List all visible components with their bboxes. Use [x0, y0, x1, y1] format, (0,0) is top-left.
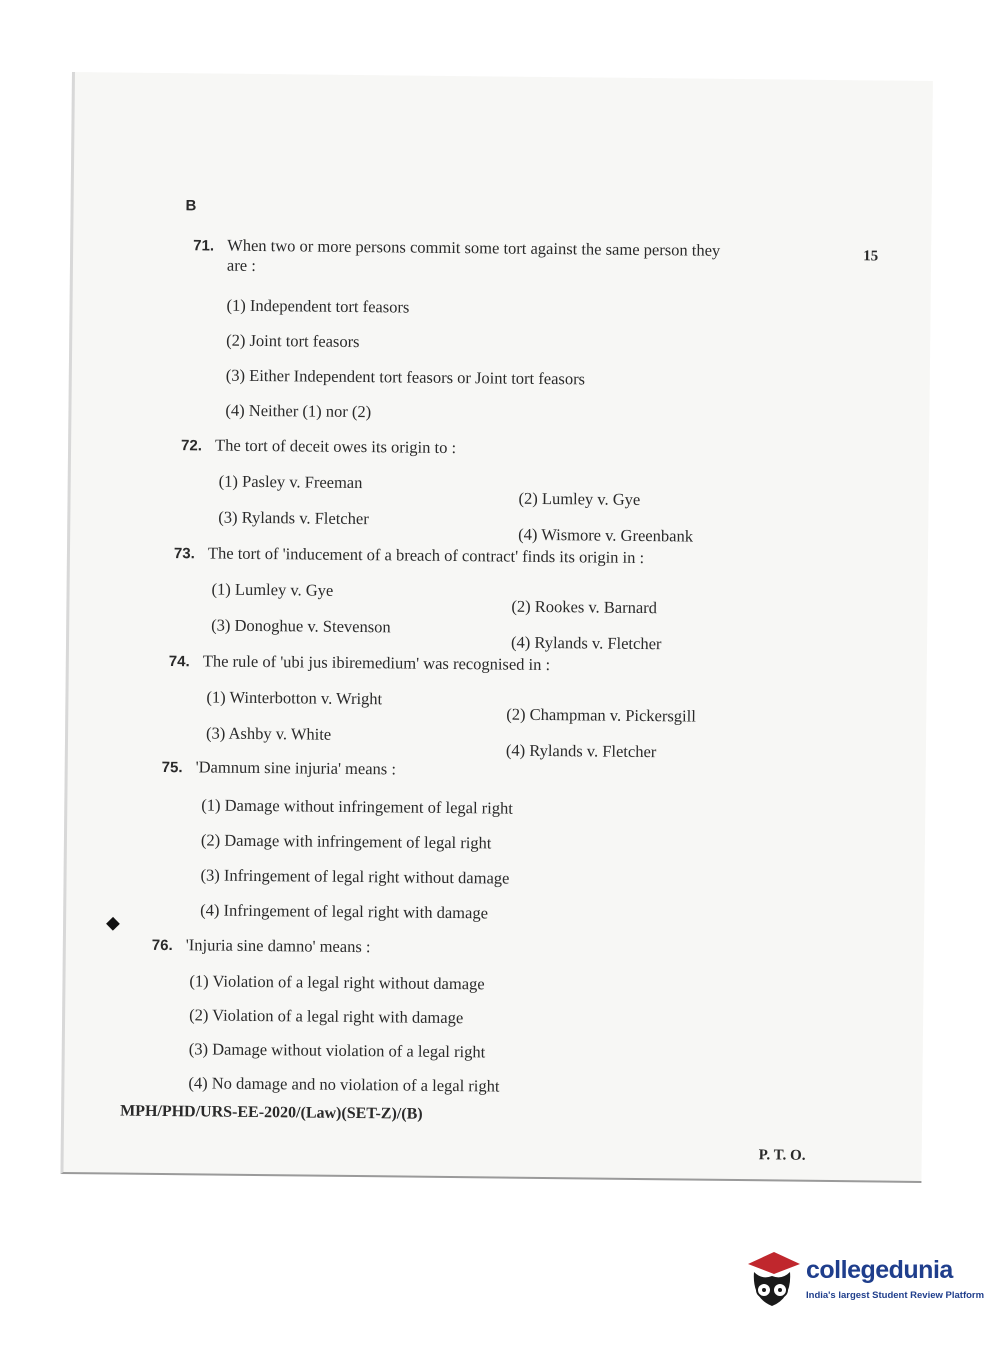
collegedunia-watermark — [744, 1250, 985, 1312]
option: (4) Infringement of legal right with damage — [200, 900, 489, 923]
set-letter: B — [185, 197, 197, 215]
option: (1) Winterbotton v. Wright — [206, 687, 383, 709]
brand-tagline: India's largest Student Review Platform — [806, 1290, 985, 1301]
option: (3) Donoghue v. Stevenson — [211, 615, 391, 637]
option: (4) No damage and no violation of a legal right — [188, 1073, 500, 1096]
question-number: 75. — [161, 758, 183, 777]
graduate-face-icon — [744, 1250, 802, 1312]
option: (3) Infringement of legal right without damage — [200, 865, 510, 888]
option: (4) Wismore v. Greenbank — [518, 524, 694, 546]
question-number: 74. — [168, 653, 190, 671]
option: (4) Rylands v. Fletcher — [510, 632, 662, 654]
option: (3) Either Independent tort feasors or Joint tort feasors — [225, 365, 586, 389]
question-74 — [169, 651, 551, 676]
exam-page — [60, 72, 932, 1183]
option: (4) Neither (1) nor (2) — [225, 400, 372, 422]
option: (2) Damage with infringement of legal right — [200, 830, 492, 853]
option: (2) Violation of a legal right with damage — [189, 1005, 464, 1028]
option: (2) Rookes v. Barnard — [511, 596, 658, 618]
option: (3) Rylands v. Fletcher — [218, 507, 369, 529]
brand-name: collegedunia — [806, 1256, 953, 1284]
pto-label: P. T. O. — [758, 1147, 806, 1164]
question-72 — [181, 435, 456, 459]
paper-code: MPH/PHD/URS-EE-2020/(Law)(SET-Z)/(B) — [120, 1102, 423, 1123]
question-number: 72. — [181, 437, 203, 455]
ink-mark: ◆ — [105, 912, 121, 933]
option: (2) Joint tort feasors — [226, 330, 360, 352]
option: (1) Lumley v. Gye — [211, 579, 334, 600]
option: (1) Damage without infringement of legal right — [201, 795, 513, 818]
page-number: 15 — [863, 248, 879, 265]
question-number: 76. — [151, 936, 173, 955]
question-71 — [193, 235, 720, 262]
question-text: When two or more persons commit some tort against the same person they — [227, 235, 721, 260]
question-text: The tort of deceit owes its origin to : — [215, 435, 457, 458]
question-71-continuation: are : — [226, 255, 256, 275]
option: (4) Rylands v. Fletcher — [505, 740, 657, 762]
question-number: 71. — [193, 237, 215, 255]
option: (2) Lumley v. Gye — [518, 488, 641, 509]
question-text: 'Damnum sine injuria' means : — [195, 757, 397, 779]
question-text: 'Injuria sine damno' means : — [185, 935, 371, 957]
option: (1) Independent tort feasors — [226, 295, 410, 317]
question-text: The rule of 'ubi jus ibiremedium' was recognised in : — [202, 651, 551, 675]
option: (3) Damage without violation of a legal right — [188, 1039, 486, 1062]
option: (3) Ashby v. White — [205, 723, 332, 744]
question-number: 73. — [173, 545, 195, 563]
option: (2) Champman v. Pickersgill — [506, 704, 696, 726]
question-73 — [174, 543, 644, 569]
question-75 — [162, 757, 396, 780]
question-76 — [152, 935, 371, 958]
option: (1) Pasley v. Freeman — [218, 471, 363, 493]
option: (1) Violation of a legal right without damage — [189, 971, 485, 994]
question-text: The tort of 'inducement of a breach of contract' finds its origin in : — [207, 543, 645, 568]
